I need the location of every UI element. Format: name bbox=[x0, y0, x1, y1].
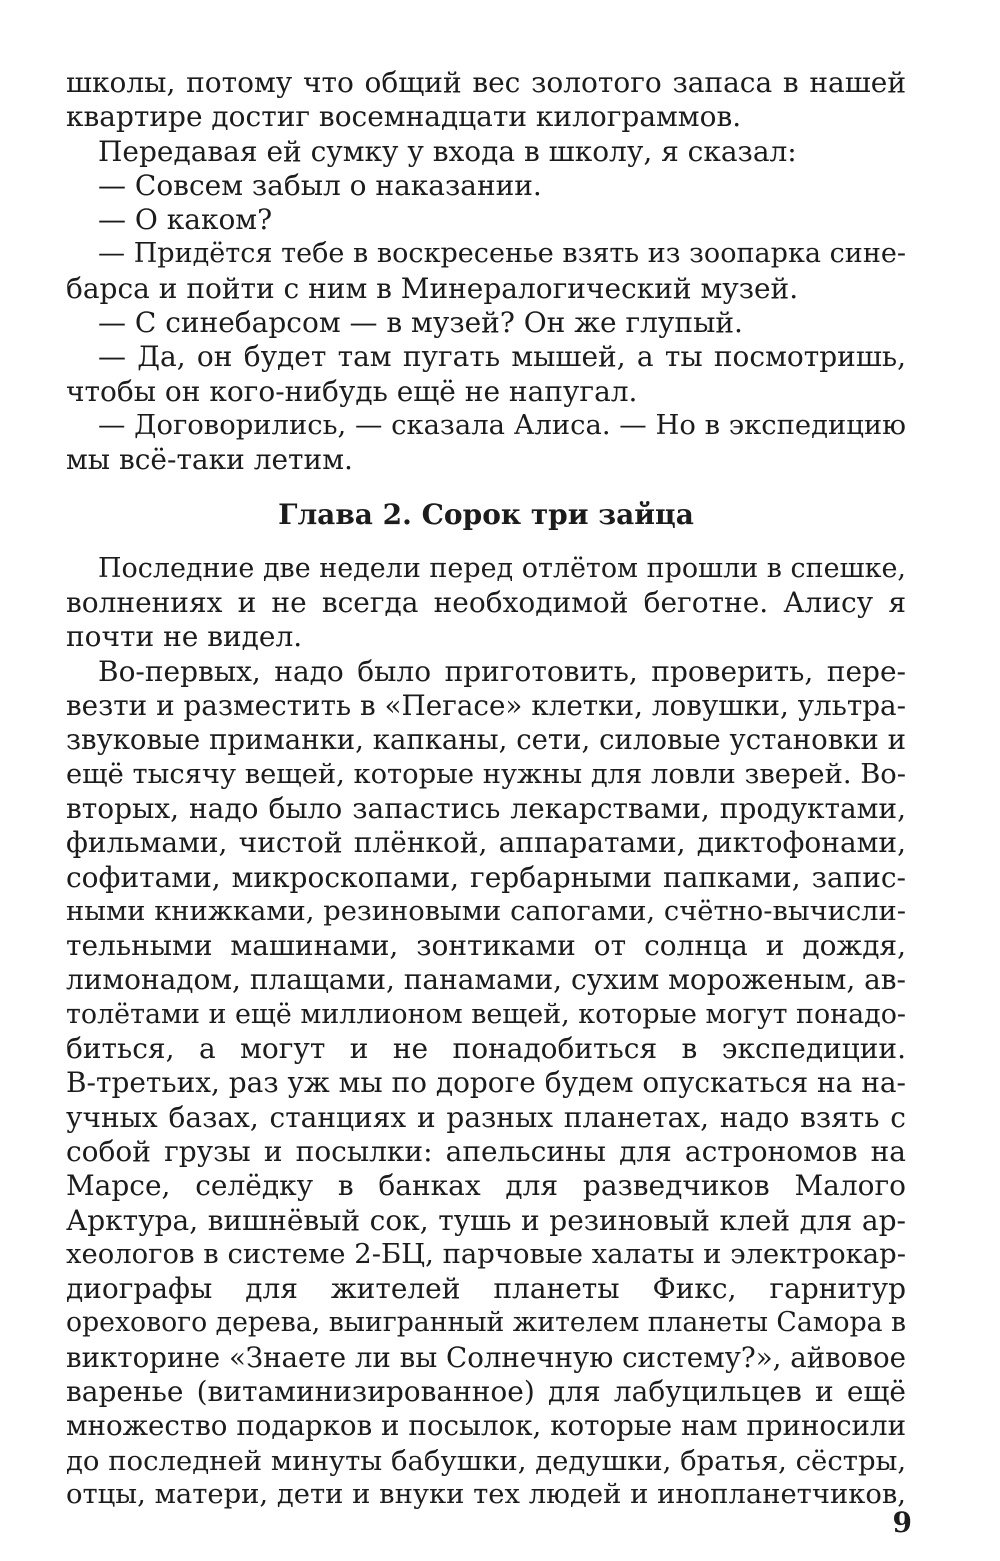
text-line: викторине «Знаете ли вы Солнечную систему?», айвовое bbox=[66, 1340, 906, 1374]
text-line: Последние две недели перед отлётом прошли в спешке, bbox=[98, 552, 906, 584]
text-line: фильмами, чистой плёнкой, аппаратами, диктофонами, bbox=[66, 826, 906, 860]
text-line: варенье (витаминизированное) для лабуцильцев и ещё bbox=[66, 1374, 906, 1408]
text-line: ными книжками, резиновыми сапогами, счётно-вычисли- bbox=[66, 895, 906, 927]
text-line: барса и пойти с ним в Минералогический музей. bbox=[66, 271, 799, 305]
text-line: Передавая ей сумку у входа в школу, я сказал: bbox=[98, 134, 797, 168]
page-number: 9 bbox=[892, 1506, 912, 1539]
text-line: отцы, матери, дети и внуки тех людей и инопланетчиков, bbox=[66, 1478, 906, 1510]
text-line: мы всё-таки летим. bbox=[66, 443, 353, 477]
text-line: звуковые приманки, капканы, сети, силовые установки и bbox=[66, 724, 906, 757]
book-page bbox=[66, 66, 906, 1512]
text-line: почти не видел. bbox=[66, 620, 303, 654]
text-line: софитами, микроскопами, гербарными папками, запис- bbox=[66, 860, 906, 894]
text-line: толётами и ещё миллионом вещей, которые могут понадо- bbox=[66, 998, 906, 1030]
text-line: диографы для жителей планеты Фикс, гарнитур bbox=[66, 1272, 906, 1306]
text-line: орехового дерева, выигранный жителем планеты Самора в bbox=[66, 1307, 907, 1339]
text-line: до последней минуты бабушки, дедушки, братья, сёстры, bbox=[66, 1444, 907, 1477]
text-line: — О каком? bbox=[98, 203, 273, 237]
text-line: — Да, он будет там пугать мышей, а ты посмотришь, bbox=[98, 340, 906, 374]
text-line: учных базах, станциях и разных планетах, надо взять с bbox=[66, 1100, 906, 1134]
text-line: Во-первых, надо было приготовить, проверить, пере- bbox=[98, 654, 906, 688]
text-line: В-третьих, раз уж мы по дороге будем опускаться на на- bbox=[66, 1066, 906, 1100]
text-line: собой грузы и посылки: апельсины для астрономов на bbox=[66, 1134, 906, 1168]
text-line: тельными машинами, зонтиками от солнца и дождя, bbox=[66, 929, 906, 963]
text-line: чтобы он кого-нибудь ещё не напугал. bbox=[66, 374, 638, 408]
text-line: биться, а могут и не понадобиться в экспедиции. bbox=[66, 1032, 906, 1066]
text-line: — Придётся тебе в воскресенье взять из зоопарка сине- bbox=[98, 238, 906, 270]
text-line: множество подарков и посылок, которые нам приносили bbox=[66, 1409, 906, 1443]
text-line: — С синебарсом — в музей? Он же глупый. bbox=[98, 306, 743, 340]
text-line: хеологов в системе 2-БЦ, парчовые халаты и электрокар- bbox=[66, 1238, 906, 1270]
text-line: школы, потому что общий вес золотого запаса в нашей bbox=[66, 66, 906, 99]
text-line: Марсе, селёдку в банках для разведчиков Малого bbox=[66, 1169, 906, 1203]
chapter-heading: Глава 2. Сорок три зайца bbox=[278, 497, 694, 531]
text-line: квартире достиг восемнадцати килограммов. bbox=[66, 100, 742, 134]
text-line: — Совсем забыл о наказании. bbox=[98, 168, 542, 202]
text-line: волнениях и не всегда необходимой беготне. Алису я bbox=[66, 586, 906, 620]
text-line: Арктура, вишнёвый сок, тушь и резиновый клей для ар- bbox=[66, 1203, 906, 1237]
text-line: — Договорились, — сказала Алиса. — Но в экспедицию bbox=[98, 409, 906, 441]
text-block-after-heading bbox=[66, 552, 906, 1512]
text-block-before-heading bbox=[66, 66, 906, 478]
text-line: вторых, надо было запастись лекарствами, продуктами, bbox=[66, 791, 906, 825]
text-line: ещё тысячу вещей, которые нужны для ловли зверей. Во- bbox=[66, 758, 906, 790]
text-line: лимонадом, плащами, панамами, сухим мороженым, ав- bbox=[66, 963, 906, 997]
text-line: везти и разместить в «Пегасе» клетки, ловушки, ультра- bbox=[66, 689, 906, 723]
